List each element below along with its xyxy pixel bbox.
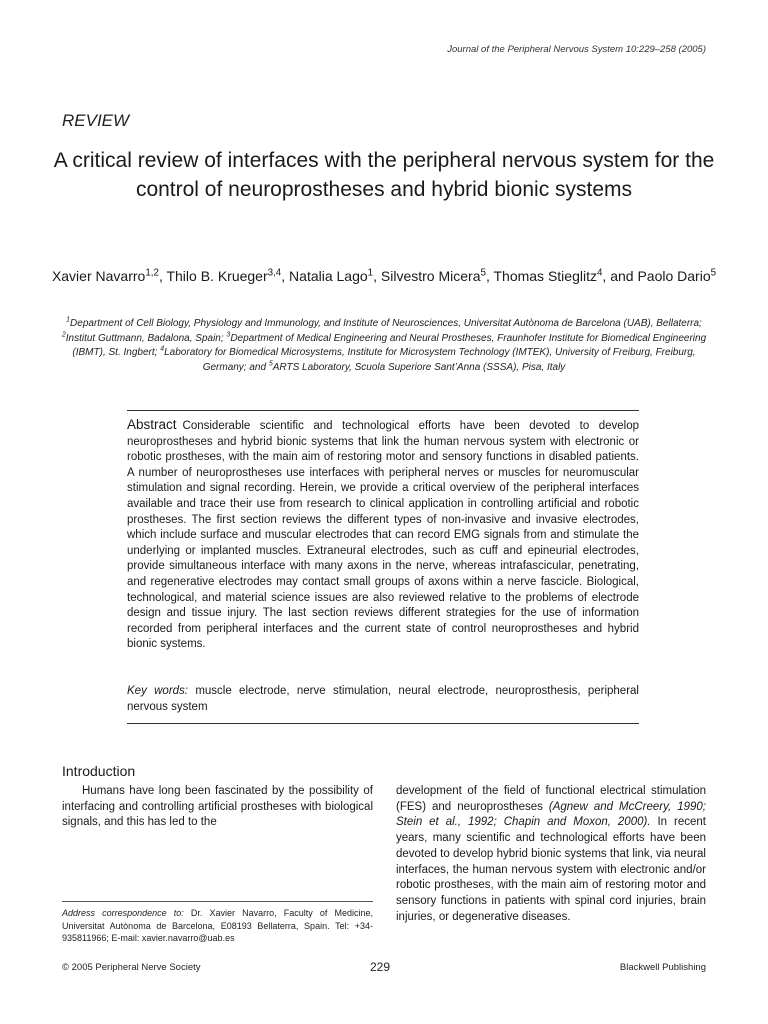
affiliation: $^3$Department of Medical Engineering and Neural Prostheses, Fraunhofer Institute for Biomedical Engineering (IBMT), St. Ingbert; xyxy=(72,331,707,358)
affiliation: $^5$ARTS Laboratory, Scuola Superiore Sant’Anna (SSSA), Pisa, Italy xyxy=(268,360,566,373)
keywords-label: Key words: xyxy=(127,685,188,697)
abstract-text: Considerable scientific and technological efforts have been devoted to develop neuroprostheses and hybrid bionic systems that link the human nervous system with electronic or robotic prostheses, with the main aim of restoring motor and sensory functions in disabled patients. A number of neuroprostheses use interfaces with peripheral nerves or muscles for neuromuscular stimulation and signal recording. Herein, we provide a critical overview of the peripheral interfaces available and trace their use from research to clinical application in controlling artificial and robotic prostheses. The first section reviews the different types of non-invasive and invasive electrodes, which include surface and muscular electrodes that can record EMG signals from and stimulate the underlying or implanted muscles. Extraneural electrodes, such as cuff and epineurial electrodes, provide simultaneous interface with many axons in the nerve, whereas intrafascicular, penetrating, and regenerative electrodes may contact small groups of axons within a nerve fascicle. Biological, technological, and material science issues are also reviewed relative to the problems of electrode design and tissue injury. The last section reviews different strategies for the use of information recorded from peripheral interfaces and the current state of control neuroprostheses and hybrid bionic systems. xyxy=(127,420,639,651)
author: Natalia Lago$^1$, xyxy=(289,267,381,284)
section-heading-introduction: Introduction xyxy=(62,763,136,779)
article-type: REVIEW xyxy=(62,111,130,130)
abstract-label: Abstract xyxy=(127,417,177,432)
author: Xavier Navarro$^{1,2}$, xyxy=(51,267,167,284)
body-column-left: Humans have long been fascinated by the possibility of interfacing and controlling artificial prostheses with biological signals, and this has led to the xyxy=(62,785,373,829)
affiliation: $^2$Institut Guttmann, Badalona, Spain; xyxy=(61,331,227,344)
abstract-top-rule xyxy=(127,410,639,411)
author: Thilo B. Krueger$^{3,4}$, xyxy=(166,267,290,284)
affiliation: $^4$Laboratory for Biomedical Microsystems, Institute for Microsystem Technology (IMTEK), University of Freiburg, Freiburg, Germany; and xyxy=(160,345,696,373)
author-list xyxy=(50,267,718,285)
keywords xyxy=(127,684,639,715)
author: Silvestro Micera$^5$, xyxy=(380,267,494,284)
affiliations xyxy=(58,317,710,375)
article-title: A critical review of interfaces with the peripheral nervous system for the control of neuroprostheses and hybrid bionic systems xyxy=(53,149,715,201)
affiliation: $^1$Department of Cell Biology, Physiology and Immunology, and Institute of Neurosciences, Universitat Autònoma de Barcelona (UAB), Bellaterra; xyxy=(66,316,702,329)
footer-copyright: © 2005 Peripheral Nerve Society xyxy=(62,962,201,973)
author: Paolo Dario$^5$ xyxy=(637,267,717,284)
footnote-rule xyxy=(62,901,373,902)
body-column-right: development of the field of functional electrical stimulation (FES) and neuroprostheses (Agnew and McCreery, 1990; Stein et al., 1992; Chapin and Moxon, 2000). In recent years, many scientific and technological efforts have been devoted to develop hybrid bionic systems that link, via neural interfaces, the human nervous system with electronic and/or robotic prostheses, with the main aim of restoring motor and sensory functions in patients with spinal cord injuries, brain injuries, or degenerative diseases. xyxy=(396,785,706,923)
correspondence-label: Address correspondence to: xyxy=(62,908,184,918)
abstract xyxy=(127,417,639,653)
correspondence-text: Dr. Xavier Navarro, Faculty of Medicine, Universitat Autònoma de Barcelona, E08193 Bellaterra, Spain. Tel: +34-935811966; E-mail: xavier.navarro@uab.es xyxy=(62,908,373,943)
journal-citation: Journal of the Peripheral Nervous System 10:229–258 (2005) xyxy=(447,44,706,55)
citation: (Agnew and McCreery, 1990; Stein et al., 1992; Chapin and Moxon, 2000). xyxy=(396,800,706,829)
correspondence-footnote xyxy=(62,907,373,945)
keywords-text: muscle electrode, nerve stimulation, neural electrode, neuroprosthesis, peripheral nervous system xyxy=(127,685,639,713)
author: Thomas Stieglitz$^4$, and xyxy=(493,267,638,284)
footer-publisher: Blackwell Publishing xyxy=(619,962,706,973)
footer-page-number: 229 xyxy=(370,960,391,974)
abstract-bottom-rule xyxy=(127,723,639,724)
